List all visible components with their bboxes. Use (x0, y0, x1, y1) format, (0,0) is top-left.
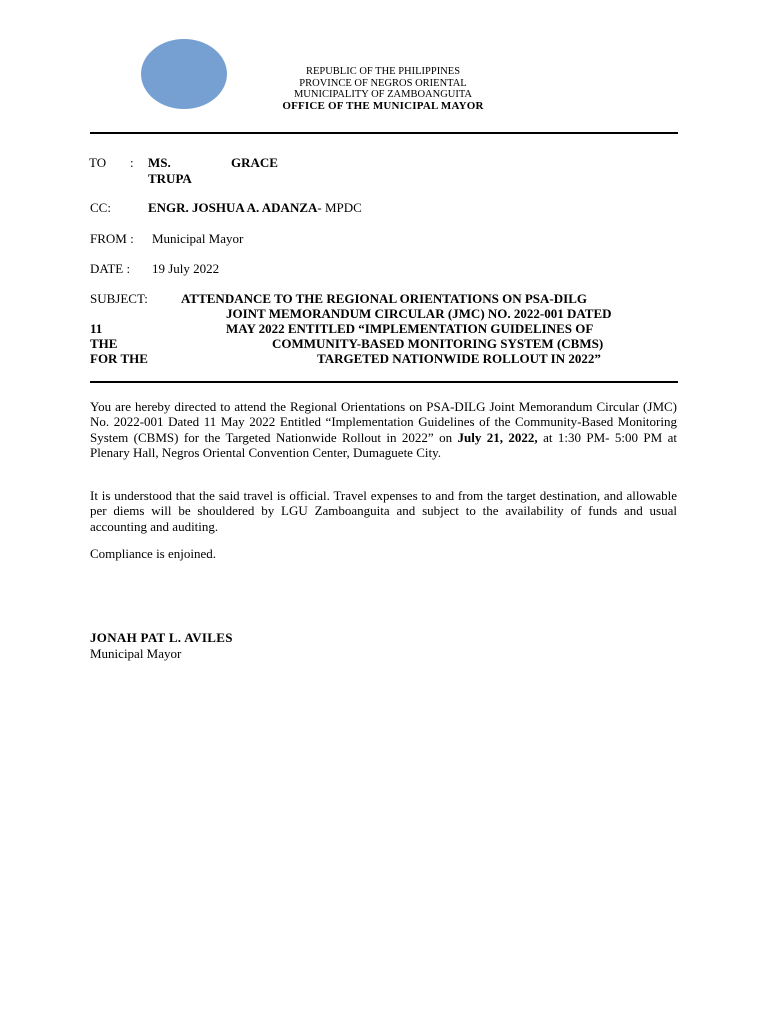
cc-value (148, 200, 362, 215)
from-label: FROM : (90, 231, 134, 246)
subject-line-4: COMMUNITY-BASED MONITORING SYSTEM (CBMS) (272, 336, 604, 351)
to-last-name: TRUPA (148, 171, 192, 186)
body-paragraph-travel: It is understood that the said travel is official. Travel expenses to and from the target destination, and allowable per diems will be shouldered by LGU Zamboanguita and subject to the availability of funds and usual accounting and auditing. (90, 488, 677, 534)
cc-label: CC: (90, 200, 111, 215)
signatory-title: Municipal Mayor (90, 646, 182, 661)
to-label: TO (89, 155, 107, 170)
to-first-name: GRACE (231, 155, 278, 170)
subject-label: SUBJECT: (90, 291, 148, 306)
header-divider (90, 132, 678, 134)
subject-line-5: TARGETED NATIONWIDE ROLLOUT IN 2022” (317, 351, 601, 366)
letterhead-municipality: MUNICIPALITY OF ZAMBOANGUITA (293, 89, 473, 100)
municipal-seal-placeholder (141, 39, 227, 109)
date-value: 19 July 2022 (152, 261, 220, 276)
directive-text-start: You are hereby directed to attend the Regional Orientations on PSA-DILG Joint Memorandum Circular (JMC) No. 2022-001 Dated 11 May 2022 Entitled “Implementation Guidelines of the Community-Based Monitoring System (CBMS) for the Targeted Nationwide Rollout in 2022” on (90, 399, 677, 445)
directive-date: July 21, 2022, (457, 429, 538, 445)
body-paragraph-directive (90, 399, 677, 460)
subject-divider (90, 381, 678, 383)
letterhead-republic: REPUBLIC OF THE PHILIPPINES (305, 66, 461, 77)
to-honorific: MS. (148, 155, 171, 170)
cc-office: - MPDC (317, 200, 362, 215)
subject-line-5-lead: FOR THE (90, 351, 148, 366)
subject-line-4-lead: THE (90, 336, 118, 351)
from-value: Municipal Mayor (152, 231, 244, 246)
to-colon: : (130, 155, 134, 170)
subject-line-3: MAY 2022 ENTITLED “IMPLEMENTATION GUIDELINES OF (226, 321, 594, 336)
cc-name: ENGR. JOSHUA A. ADANZA (148, 200, 318, 215)
subject-line-2: JOINT MEMORANDUM CIRCULAR (JMC) NO. 2022-001 DATED (226, 306, 612, 321)
directive-text-end: at 1:30 PM- 5:00 PM at Plenary Hall, Negros Oriental Convention Center, Dumaguete City. (90, 429, 677, 460)
body-paragraph-compliance: Compliance is enjoined. (90, 546, 217, 561)
letterhead (260, 66, 506, 112)
letterhead-province: PROVINCE OF NEGROS ORIENTAL (299, 77, 467, 89)
letterhead-office: OFFICE OF THE MUNICIPAL MAYOR (282, 99, 484, 112)
signatory-name: JONAH PAT L. AVILES (90, 630, 233, 645)
subject-line-3-lead: 11 (90, 321, 103, 336)
subject-line-1: ATTENDANCE TO THE REGIONAL ORIENTATIONS ON PSA-DILG (181, 291, 587, 306)
date-label: DATE : (90, 261, 131, 276)
